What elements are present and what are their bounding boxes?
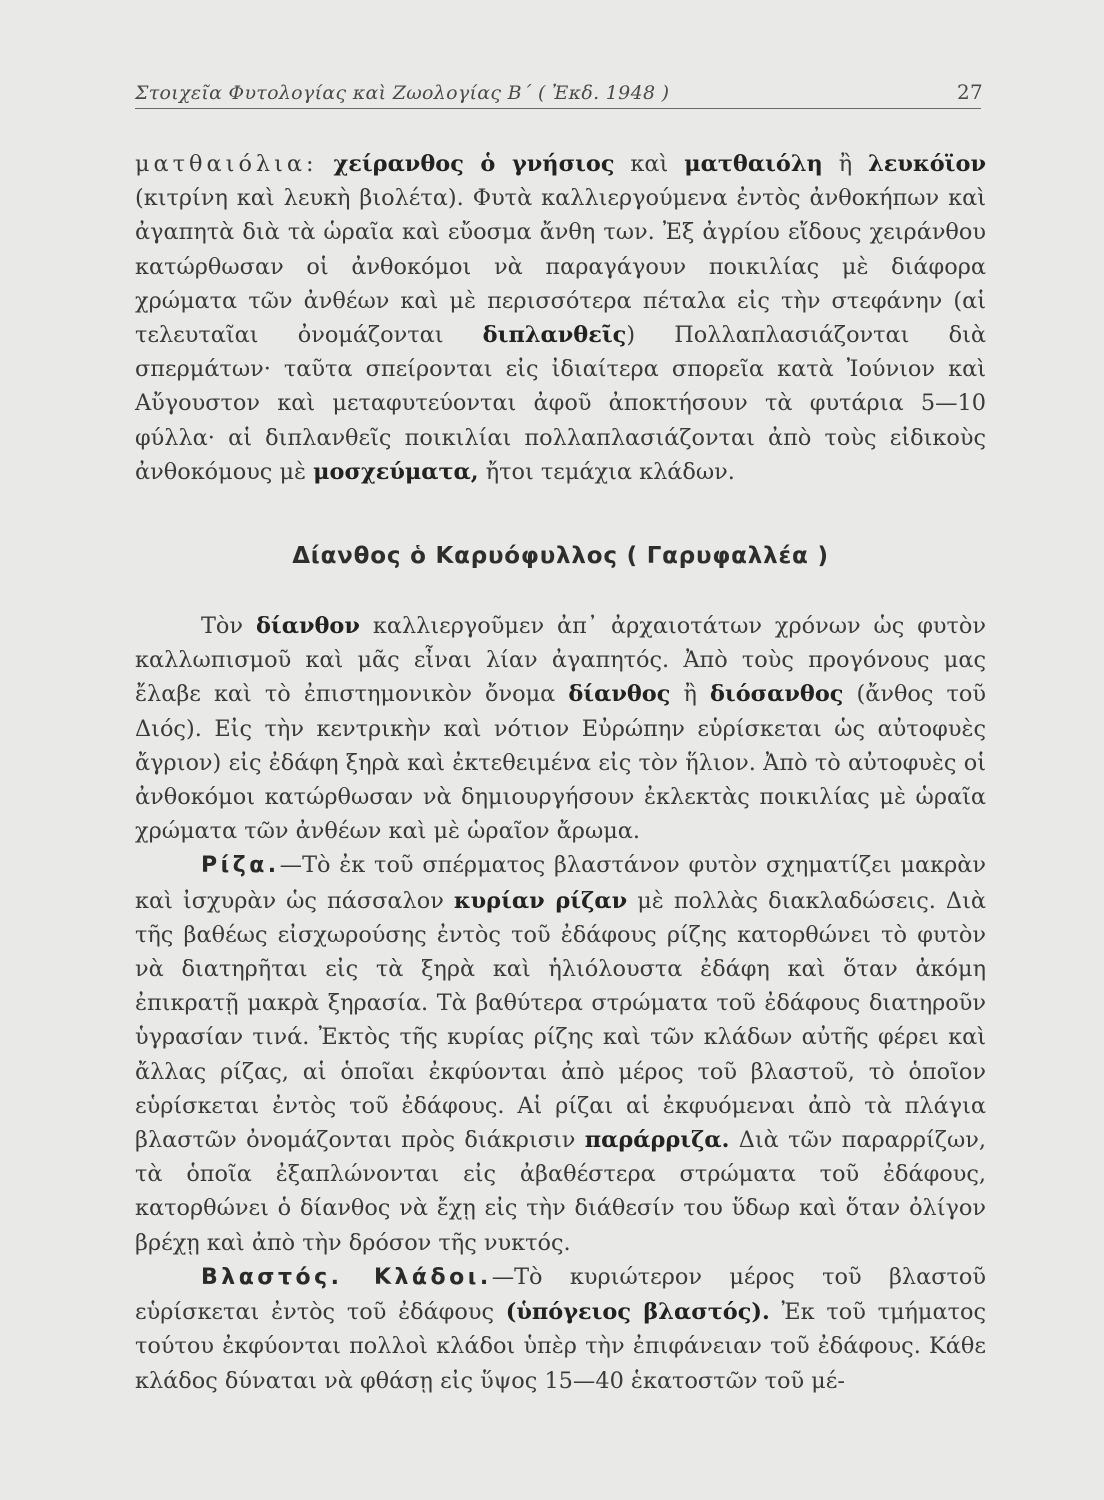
bold-term: παράρριζα. bbox=[584, 1127, 730, 1154]
bold-term: δίανθος bbox=[568, 681, 671, 708]
paragraph-dianthos-intro bbox=[135, 609, 986, 848]
term-matthaiolia: ματθαιόλια: bbox=[135, 151, 318, 177]
bold-term: (ὑπόγειος βλαστός). bbox=[505, 1299, 770, 1326]
text-run: Διὰ τῶν παραρρίζων, τὰ ὁποῖα ἐξαπλώνονται εἰς ἀβαθέστερα στρώματα τοῦ ἐδάφους, κατορθώνει ὁ δίανθος νὰ ἔχῃ εἰς τὴν διάθεσίν του ὕδωρ καὶ ὅταν ὀλίγον βρέχῃ καὶ ἀπὸ τὴν δρόσον τῆς νυκτός. bbox=[135, 1127, 986, 1256]
text-run: ἢ bbox=[822, 151, 869, 177]
bold-term: διόσανθος bbox=[709, 681, 844, 708]
text-run: ἤτοι τεμάχια κλάδων. bbox=[478, 458, 735, 485]
paragraph-riza bbox=[135, 848, 986, 1259]
section-heading: Δίανθος ὁ Καρυόφυλλος ( Γαρυφαλλέα ) bbox=[292, 543, 829, 570]
text-run: καλλιεργοῦμεν ἀπ᾿ ἀρχαιοτάτων χρόνων ὡς φυτὸν καλλωπισμοῦ καὶ μᾶς εἶναι λίαν ἀγαπητός. Ἀπὸ τοὺς προγόνους μας ἔλαβε καὶ τὸ ἐπιστημονικὸν ὄνομα bbox=[135, 613, 986, 708]
bold-term: ματθαιόλη bbox=[684, 151, 823, 177]
bold-term: δίανθον bbox=[255, 613, 360, 640]
bold-term: χείρανθος ὁ γνήσιος bbox=[333, 151, 615, 177]
text-run: —Τὸ κυριώτερον μέρος τοῦ βλαστοῦ εὑρίσκεται ἐντὸς τοῦ ἐδάφους bbox=[135, 1263, 986, 1326]
text-run: μὲ πολλὰς διακλαδώσεις. Διὰ τῆς βαθέως εἰσχωρούσης ἐντὸς τοῦ ἐδάφους ρίζης κατορθώνει τὸ φυτὸν νὰ διατηρῆται εἰς τὰ ξηρὰ καὶ ἡλιόλουστα ἐδάφη καὶ ὅταν ἀκόμη ἐπικρατῇ μακρὰ ξηρασία. Τὰ βαθύτερα στρώματα τοῦ ἐδάφους διατηροῦν ὑγρασίαν τινά. Ἐκτὸς τῆς κυρίας ρίζης καὶ τῶν κλάδων αὐτῆς φέρει καὶ ἄλλας ρίζας, αἱ ὁποῖαι ἐκφύονται ἀπὸ μέρος τοῦ βλαστοῦ, τὸ ὁποῖον εὑρίσκεται ἐντὸς τοῦ ἐδάφους. Αἱ ρίζαι αἱ ἐκφυόμεναι ἀπὸ τὰ πλάγια βλαστῶν ὀνομάζονται πρὸς διάκρισιν bbox=[135, 887, 986, 1154]
subhead-riza: Ρίζα. bbox=[201, 853, 280, 879]
text-run: Τὸν bbox=[201, 613, 256, 640]
paragraph-matthaiolia bbox=[135, 147, 986, 489]
bold-term: μοσχεύματα, bbox=[313, 458, 479, 485]
running-header bbox=[135, 80, 981, 109]
page-number: 27 bbox=[956, 80, 983, 104]
header-title: Στοιχεῖα Φυτολογίας καὶ Ζωολογίας Β΄ ( Ἐκδ. 1948 ) bbox=[135, 82, 670, 104]
bold-term: κυρίαν ρίζαν bbox=[453, 887, 628, 914]
bold-term: λευκόϊον bbox=[868, 151, 986, 177]
text-run: (ἄνθος τοῦ Διός). Εἰς τὴν κεντρικὴν καὶ νότιον Εὐρώπην εὑρίσκεται ὡς αὐτοφυὲς ἄγριον) εἰς ἐδάφη ξηρὰ καὶ ἐκτεθειμένα εἰς τὸν ἥλιον. Ἀπὸ τὸ αὐτοφυὲς οἱ ἀνθοκόμοι κατώρθωσαν νὰ δημιουργήσουν ἐκλεκτὰς ποικιλίας μὲ ὡραῖα χρώματα τῶν ἀνθέων καὶ μὲ ὡραῖον ἄρωμα. bbox=[135, 681, 987, 845]
text-run: ) Πολλαπλασιάζονται διὰ σπερμάτων· ταῦτα σπείρονται εἰς ἰδιαίτερα σπορεῖα κατὰ Ἰούνιον καὶ Αὔγουστον καὶ μεταφυτεύονται ἀφοῦ ἀποκτήσουν τὰ φυτάρια 5—10 φύλλα· αἱ διπλανθεῖς ποικιλίαι πολλαπλασιάζονται ἀπὸ τοὺς εἰδικοὺς ἀνθοκόμους μὲ bbox=[135, 322, 986, 485]
bold-term: διπλανθεῖς bbox=[482, 322, 627, 349]
subhead-vlastos: Βλαστός. Κλάδοι. bbox=[201, 1264, 492, 1290]
text-run: καὶ bbox=[614, 151, 685, 177]
text-run: Ἐκ τοῦ τμήματος τούτου ἐκφύονται πολλοὶ κλάδοι ὑπὲρ τὴν ἐπιφάνειαν τοῦ ἐδάφους. Κάθε κλάδος δύναται νὰ φθάσῃ εἰς ὕψος 15—40 ἑκατοστῶν τοῦ μέ- bbox=[135, 1299, 987, 1394]
text-run: (κιτρίνη καὶ λευκὴ βιολέτα). Φυτὰ καλλιεργούμενα ἐντὸς ἀνθοκήπων καὶ ἀγαπητὰ διὰ τὰ ὡραῖα καὶ εὔοσμα ἄνθη των. Ἐξ ἀγρίου εἴδους χειράνθου κατώρθωσαν οἱ ἀνθοκόμοι νὰ παραγάγουν ποικιλίας μὲ διάφορα χρώματα τῶν ἀνθέων καὶ μὲ περισσότερα πέταλα εἰς τὴν στεφάνην (αἱ τελευταῖαι ὀνομάζονται bbox=[135, 185, 986, 349]
paragraph-vlastos bbox=[135, 1260, 986, 1398]
text-run: —Τὸ ἐκ τοῦ σπέρματος βλαστάνον φυτὸν σχηματίζει μακρὰν καὶ ἰσχυρὰν ὡς πάσσαλον bbox=[135, 852, 986, 914]
text-run: ἢ bbox=[670, 681, 710, 708]
